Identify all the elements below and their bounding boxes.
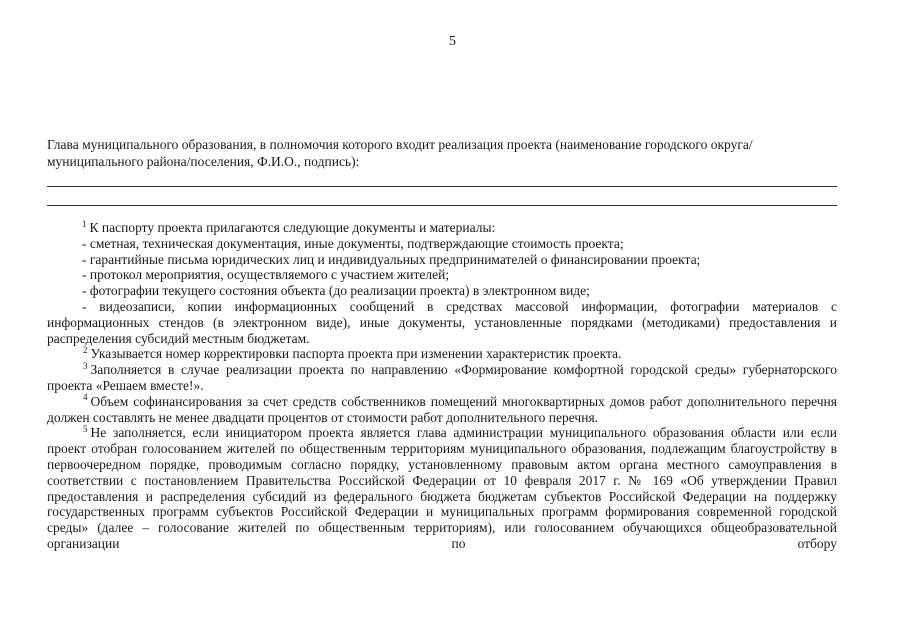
footnote-1-item: - протокол мероприятия, осуществляемого с участием жителей; [82,267,450,283]
footnote-1-item: - сметная, техническая документация, иные документы, подтверждающие стоимость проекта; [82,235,624,251]
footnote-2-text: Указывается номер корректировки паспорта проекта при изменении характеристик проекта. [90,346,622,362]
signature-line-2 [47,205,837,206]
footnote-3-text: Заполняется в случае реализации проекта по направлению «Формирование комфортной городской среды» губернаторского проекта «Решаем вместе!». [47,362,837,393]
footnote-1-item: - фотографии текущего состояния объекта (до реализации проекта) в электронном виде; [82,283,590,299]
footnote-5-mark: 5 [83,423,88,434]
footnote-4-text: Объем софинансирования за счет средств собственников помещений многоквартирных домов работ дополнительного перечня должен составлять не менее двадцати процентов от стоимости работ дополнительного перечня. [47,393,837,425]
footnote-2-mark: 2 [83,344,88,355]
footnote-4 [47,394,837,426]
footnote-3 [47,362,837,394]
footnotes [47,220,837,552]
footnote-2 [47,346,837,362]
signature-line-1 [47,186,837,187]
footnote-1-intro [47,220,837,236]
footnote-5 [47,425,837,551]
footnote-4-mark: 4 [83,392,88,403]
footnote-1-text: К паспорту проекта прилагаются следующие документы и материалы: [89,220,496,235]
footnote-5-text: Не заполняется, если инициатором проекта является глава администрации муниципального образования области или если проект отобран голосованием жителей по общественным территориям муниципального образования, подлежащим благоустройству в первоочередном порядке, проводимым согласно порядку, установленному правовым актом органа местного самоуправления в соответствии с постановлением Правительства Российской Федерации от 10 февраля 2017 г. № 169 «Об утверждении Правил предоставления и распределения субсидий из федерального бюджета бюджетам субъектов Российской Федерации на поддержку государственных программ субъектов Российской Федерации и муниципальных программ формирования современной городской среды» (далее – голосование жителей по общественным территориям), или голосованием обучающихся общеобразовательной организации по отбору [47,425,837,551]
page-number: 5 [449,34,456,49]
signature-heading: Глава муниципального образования, в полномочия которого входит реализация проекта (наименование городского округа/муниципального района/поселения, Ф.И.О., подпись): [47,137,753,169]
footnote-1-item: - видеозаписи, копии информационных сообщений в средствах массовой информации, фотографии материалов с информационных стендов (в электронном виде), иные документы, установленные порядками (методиками) предоставления и распределения субсидий местным бюджетам. [47,298,837,346]
footnote-3-mark: 3 [83,360,88,371]
footnote-1-mark: 1 [82,218,87,229]
footnote-1-item: - гарантийные письма юридических лиц и индивидуальных предпринимателей о финансировании проекта; [82,251,701,267]
